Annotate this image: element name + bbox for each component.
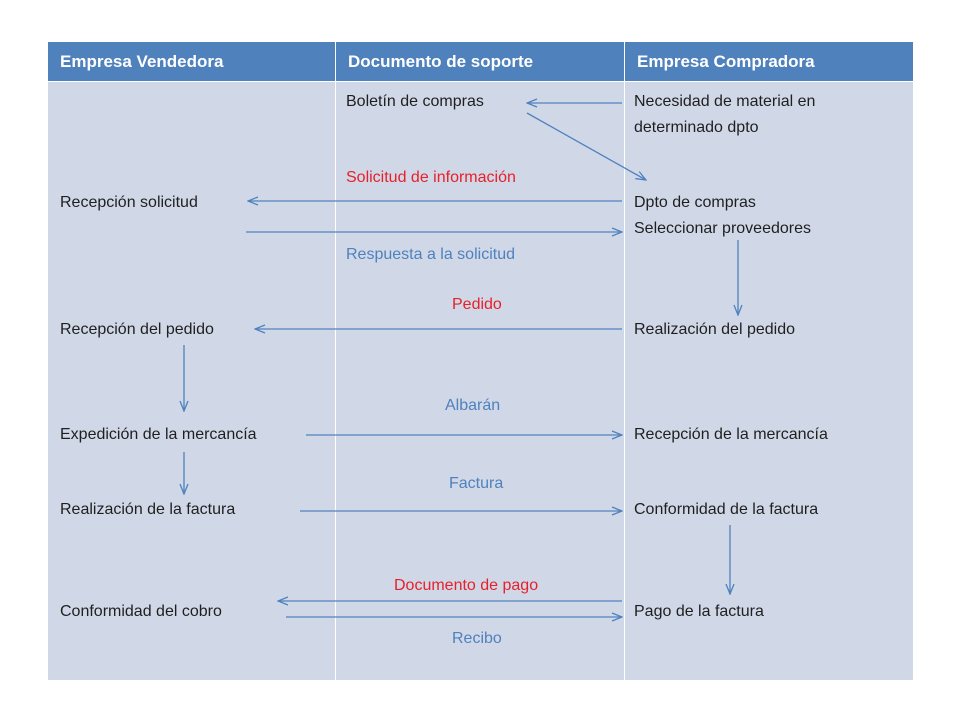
buyer-necesidad-line1: Necesidad de material en: [634, 93, 816, 110]
doc-boletin: Boletín de compras: [346, 93, 484, 110]
doc-solicitud-info: Solicitud de información: [346, 169, 516, 186]
doc-documento-pago: Documento de pago: [394, 577, 539, 594]
vendor-conformidad-cobro: Conformidad del cobro: [60, 603, 222, 620]
header-buyer: Empresa Compradora: [625, 42, 913, 81]
buyer-conformidad-factura: Conformidad de la factura: [634, 501, 819, 518]
buyer-dpto-compras: Dpto de compras: [634, 194, 756, 211]
doc-albaran: Albarán: [445, 397, 501, 414]
vendor-expedicion: Expedición de la mercancía: [60, 426, 257, 443]
doc-respuesta: Respuesta a la solicitud: [346, 246, 515, 263]
buyer-seleccionar: Seleccionar proveedores: [634, 220, 811, 237]
vendor-recepcion-pedido: Recepción del pedido: [60, 321, 214, 338]
doc-recibo: Recibo: [452, 630, 502, 647]
vendor-recepcion-solicitud: Recepción solicitud: [60, 194, 198, 211]
buyer-pago-factura: Pago de la factura: [634, 603, 764, 620]
column-vendor: [48, 82, 335, 680]
header-vendor: Empresa Vendedora: [48, 42, 335, 81]
vendor-realizacion-factura: Realización de la factura: [60, 501, 236, 518]
buyer-recepcion-mercancia: Recepción de la mercancía: [634, 426, 828, 443]
doc-factura: Factura: [449, 475, 504, 492]
buyer-necesidad-line2: determinado dpto: [634, 119, 759, 136]
column-buyer: [625, 82, 913, 680]
doc-pedido: Pedido: [452, 296, 502, 313]
header-document: Documento de soporte: [336, 42, 624, 81]
buyer-realizacion-pedido: Realización del pedido: [634, 321, 795, 338]
